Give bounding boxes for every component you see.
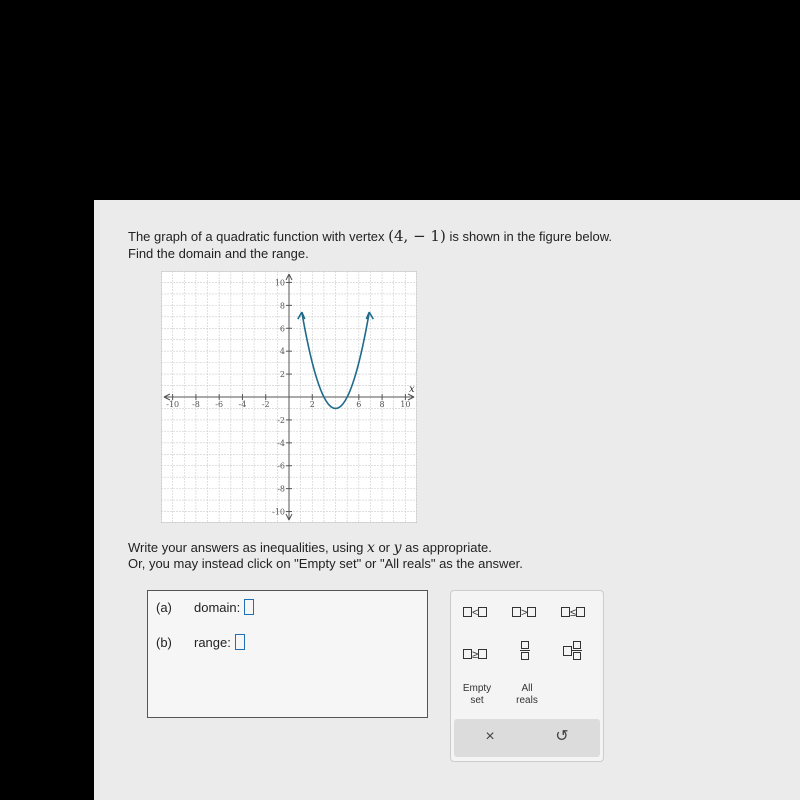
y-tick-label: -6 [277, 461, 285, 471]
instructions-line1: Write your answers as inequalities, using [128, 540, 367, 555]
quadratic-graph [161, 271, 417, 523]
x-tick-label: -6 [215, 400, 224, 409]
var-y: y [393, 540, 402, 556]
y-tick-label: 6 [279, 324, 285, 334]
empty-set-button[interactable]: Empty set [462, 683, 492, 706]
clear-icon[interactable]: × [485, 728, 495, 745]
x-tick-label: 8 [379, 400, 385, 409]
y-tick-label: -4 [277, 438, 285, 448]
instructions-line2: Or, you may instead click on "Empty set" or "All reals" as the answer. [128, 556, 523, 571]
range-row [156, 634, 245, 650]
domain-input[interactable] [244, 599, 254, 615]
y-tick-label: 10 [274, 278, 285, 288]
greater-than-button[interactable]: > [512, 607, 536, 619]
x-tick-label: 10 [400, 400, 411, 409]
less-than-button[interactable]: < [463, 607, 487, 619]
y-tick-label: 4 [279, 347, 285, 357]
domain-row [156, 599, 254, 615]
range-input[interactable] [235, 634, 245, 650]
x-tick-label: -10 [166, 400, 180, 409]
question-text [128, 228, 612, 262]
domain-label: domain: [194, 600, 241, 615]
greater-equal-button[interactable]: ≥ [463, 649, 487, 661]
x-tick-label: 2 [309, 400, 315, 409]
question-line1-suffix: is shown in the figure below. [445, 229, 613, 244]
y-tick-label: 2 [279, 370, 285, 380]
question-line2: Find the domain and the range. [128, 246, 309, 261]
instructions-line1-suffix: as appropriate. [401, 540, 492, 555]
mixed-number-button[interactable] [563, 641, 582, 660]
y-tick-label: -8 [277, 484, 285, 494]
y-tick-label: 8 [279, 301, 285, 311]
less-equal-button[interactable]: ≤ [561, 607, 585, 619]
undo-icon[interactable]: ↺ [555, 728, 569, 745]
answer-box [147, 590, 428, 718]
part-a-label: (a) [156, 600, 172, 615]
x-axis-label: x [409, 384, 415, 395]
x-tick-label: -2 [261, 400, 270, 409]
all-reals-button[interactable]: All reals [516, 683, 538, 706]
var-x: x [366, 540, 375, 556]
x-tick-label: -4 [238, 400, 247, 409]
keypad-actions [454, 719, 600, 757]
x-tick-label: -8 [192, 400, 200, 409]
range-label: range: [194, 635, 231, 650]
y-tick-label: -10 [272, 507, 285, 517]
instructions-text [128, 540, 523, 572]
y-tick-label: -2 [277, 415, 285, 425]
question-line1: The graph of a quadratic function with vertex [128, 229, 389, 244]
fraction-button[interactable] [520, 641, 530, 660]
part-b-label: (b) [156, 635, 172, 650]
x-tick-label: 6 [356, 400, 362, 409]
instructions-or: or [374, 540, 394, 555]
vertex-value: (4, − 1) [388, 227, 446, 245]
